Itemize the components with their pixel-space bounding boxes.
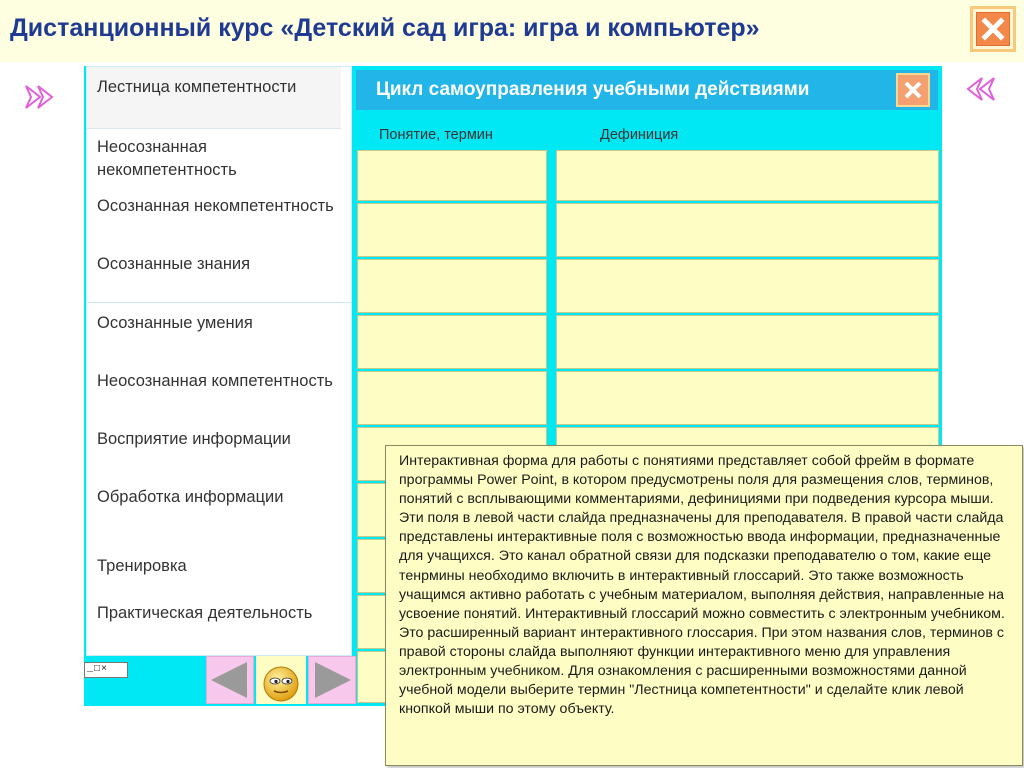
panel-close-button[interactable] [896, 73, 930, 107]
term-field[interactable] [357, 150, 547, 201]
sidebar [86, 66, 352, 656]
triangle-right-icon [309, 657, 355, 703]
sidebar-item-conscious-knowledge[interactable]: Осознанные знания [97, 255, 251, 273]
window-controls[interactable]: _□× [84, 662, 128, 678]
tooltip-popup [385, 445, 1023, 766]
page-title: Дистанционный курс «Детский сад игра: игра и компьютер» [10, 14, 760, 42]
sidebar-item-conscious-skills[interactable]: Осознанные умения [97, 314, 253, 332]
next-button[interactable] [308, 656, 356, 704]
panel-title: Цикл самоуправления учебными действиями [376, 79, 810, 100]
sidebar-item-training[interactable]: Тренировка [97, 557, 187, 575]
sidebar-item-unconscious-incompetence[interactable]: Неосознанная некомпетентность [97, 138, 237, 179]
definition-field[interactable] [556, 259, 939, 313]
double-arrow-right-icon [22, 80, 58, 114]
definition-field[interactable] [556, 150, 939, 201]
smiley-icon [256, 656, 306, 704]
definition-field[interactable] [556, 203, 939, 257]
sidebar-item-conscious-incompetence[interactable]: Осознанная некомпетентность [97, 197, 334, 215]
sidebar-item-unconscious-competence[interactable]: Неосознанная компетентность [97, 372, 333, 390]
prev-button[interactable] [206, 656, 254, 704]
term-field[interactable] [357, 371, 547, 425]
sidebar-item-competence-ladder[interactable]: Лестница компетентности [87, 67, 341, 129]
sidebar-divider [87, 302, 351, 303]
definition-field[interactable] [556, 371, 939, 425]
term-field[interactable] [357, 315, 547, 369]
sidebar-item-practical-activity[interactable]: Практическая деятельность [97, 604, 313, 622]
panel-title-bar [356, 70, 938, 110]
close-icon [898, 75, 928, 105]
home-button[interactable] [256, 656, 306, 704]
triangle-left-icon [207, 657, 253, 703]
close-button[interactable] [970, 6, 1016, 52]
close-icon [976, 12, 1010, 46]
double-arrow-left-icon [962, 72, 998, 106]
sidebar-item-information-processing[interactable]: Обработка информации [97, 488, 284, 506]
term-field[interactable] [357, 203, 547, 257]
column-header-term: Понятие, термин [379, 127, 493, 143]
tooltip-text: Интерактивная форма для работы с понятиями представляет собой фрейм в формате программы Power Point, в котором предусмотрены поля для размещения слов, терминов, понятий с всплывающими комментариями, дефинициями при подведения курсора мыши. Эти поля в левой части слайда предназначены для преподавателя. В правой части слайда представлены интерактивные поля с возможностью ввода информации, предназначенные для учащихся. Это канал обратной связи для подсказки преподавателю о том, какие еще тенрмины необходимо включить в интерактивный глоссарий. Это также возможность учащимся активно работать с учебным материалом, выполняя действия, направленные на усвоение понятий. Интерактивный глоссарий можно совместить с электронным учебником. Это расширенный вариант интерактивного глоссария. При этом названия слов, терминов с правой стороны слайда выполняют функции интерактивного меню для управления электронным учебником. Для ознакомления с расширенными возможностями данной учебной модели выберите термин "Лестница компетентности" и сделайте клик левой кнопкой мыши по этому объекту. [399, 453, 1005, 718]
sidebar-item-information-perception[interactable]: Восприятие информации [97, 430, 291, 448]
term-field[interactable] [357, 259, 547, 313]
definition-field[interactable] [556, 315, 939, 369]
column-header-definition: Дефиниция [600, 127, 679, 143]
